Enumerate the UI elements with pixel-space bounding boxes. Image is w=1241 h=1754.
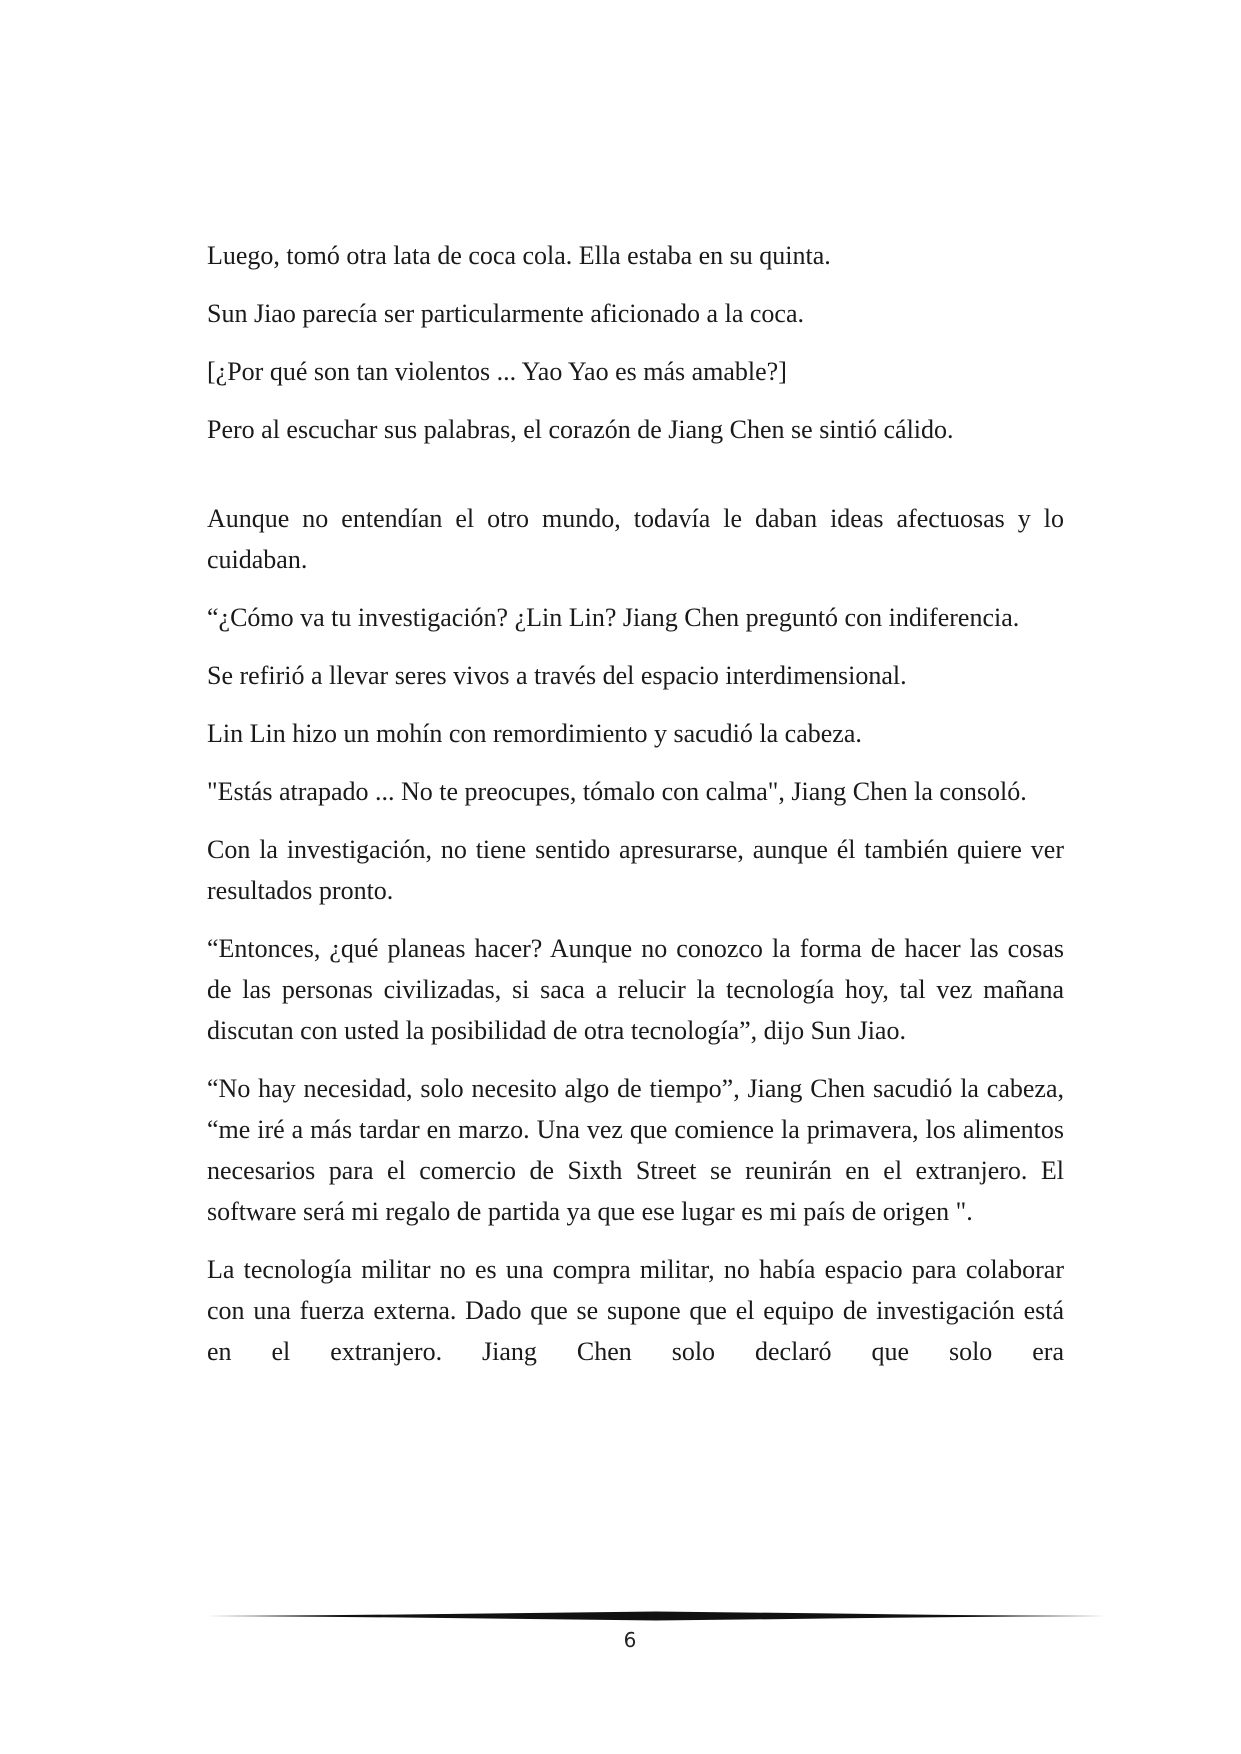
paragraph: “Entonces, ¿qué planeas hacer? Aunque no conozco la forma de hacer las cosas de las personas civilizadas, si saca a relucir la tecnología hoy, tal vez mañana discutan con usted la posibilidad de otra tecnología”, dijo Sun Jiao. — [207, 934, 1064, 1045]
page-number: 6 — [623, 1628, 637, 1652]
paragraph: “No hay necesidad, solo necesito algo de tiempo”, Jiang Chen sacudió la cabeza, “me iré a más tardar en marzo. Una vez que comience la primavera, los alimentos necesarios para el comercio de Sixth Street se reunirán en el extranjero. El software será mi regalo de partida ya que ese lugar es mi país de origen ". — [207, 1074, 1064, 1226]
paragraph: Con la investigación, no tiene sentido apresurarse, aunque él también quiere ver resultados pronto. — [207, 835, 1064, 905]
paragraph: Se refirió a llevar seres vivos a través del espacio interdimensional. — [207, 661, 907, 690]
paragraph: Luego, tomó otra lata de coca cola. Ella estaba en su quinta. — [207, 241, 831, 270]
paragraph: Lin Lin hizo un mohín con remordimiento y sacudió la cabeza. — [207, 719, 862, 748]
body-text — [207, 235, 1064, 1389]
paragraph: Pero al escuchar sus palabras, el corazón de Jiang Chen se sintió cálido. — [207, 415, 954, 444]
paragraph: Sun Jiao parecía ser particularmente aficionado a la coca. — [207, 299, 804, 328]
footer-divider — [207, 1610, 1105, 1622]
paragraph: La tecnología militar no es una compra militar, no había espacio para colaborar con una fuerza externa. Dado que se supone que el equipo de investigación está en el extranjero. Jiang Chen solo declaró que solo era — [207, 1255, 1064, 1366]
paragraph: [¿Por qué son tan violentos ... Yao Yao es más amable?] — [207, 357, 787, 386]
paragraph: Aunque no entendían el otro mundo, todavía le daban ideas afectuosas y lo cuidaban. — [207, 504, 1064, 574]
paragraph: "Estás atrapado ... No te preocupes, tómalo con calma", Jiang Chen la consoló. — [207, 777, 1027, 806]
paragraph: “¿Cómo va tu investigación? ¿Lin Lin? Jiang Chen preguntó con indiferencia. — [207, 603, 1020, 632]
